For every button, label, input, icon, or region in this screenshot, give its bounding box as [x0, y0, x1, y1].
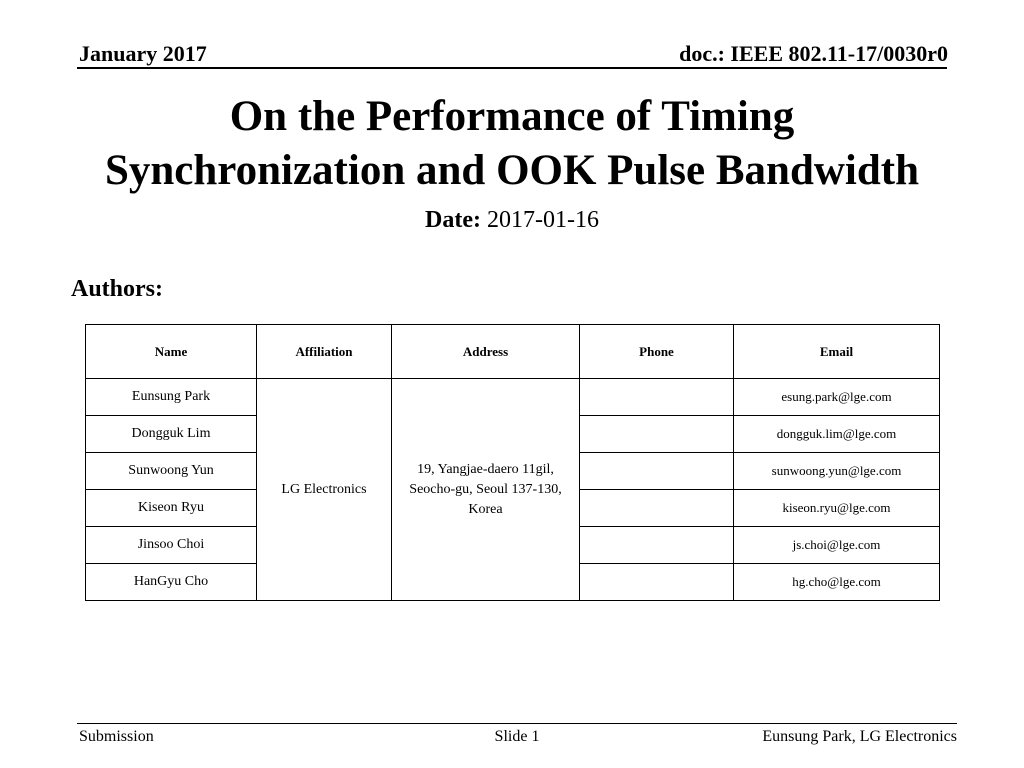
authors-label: Authors: [71, 276, 164, 302]
slide-title [0, 90, 1024, 198]
author-email: kiseon.ryu@lge.com [734, 490, 940, 527]
footer-divider [77, 723, 957, 724]
header-doc-id: doc.: IEEE 802.11-17/0030r0 [679, 41, 948, 66]
column-header-email: Email [734, 325, 940, 379]
author-name: Dongguk Lim [86, 416, 257, 453]
author-phone [580, 564, 734, 601]
slide-title-line-2: Synchronization and OOK Pulse Bandwidth [104, 147, 920, 194]
author-affiliation: LG Electronics [257, 379, 392, 601]
table-row [86, 379, 940, 416]
footer-submission: Submission [79, 728, 154, 745]
author-name: Sunwoong Yun [86, 453, 257, 490]
author-name: Eunsung Park [86, 379, 257, 416]
author-email: esung.park@lge.com [734, 379, 940, 416]
slide-date [0, 204, 1024, 236]
author-phone [580, 453, 734, 490]
author-name: Kiseon Ryu [86, 490, 257, 527]
slide-title-line-1: On the Performance of Timing [229, 93, 795, 140]
date-label: Date: [425, 207, 481, 233]
author-address: 19, Yangjae-daero 11gil, Seocho-gu, Seoul 137-130, Korea [392, 379, 580, 601]
footer-author: Eunsung Park, LG Electronics [762, 728, 957, 745]
date-value: 2017-01-16 [486, 207, 599, 233]
author-email: dongguk.lim@lge.com [734, 416, 940, 453]
footer-slide-number: Slide 1 [494, 728, 540, 745]
header-date: January 2017 [79, 41, 207, 66]
author-phone [580, 490, 734, 527]
author-phone [580, 416, 734, 453]
column-header-affiliation: Affiliation [257, 325, 392, 379]
column-header-phone: Phone [580, 325, 734, 379]
author-email: sunwoong.yun@lge.com [734, 453, 940, 490]
table-header-row [86, 325, 940, 379]
column-header-address: Address [392, 325, 580, 379]
column-header-name: Name [86, 325, 257, 379]
author-name: Jinsoo Choi [86, 527, 257, 564]
author-name: HanGyu Cho [86, 564, 257, 601]
author-email: js.choi@lge.com [734, 527, 940, 564]
header-divider [77, 67, 947, 69]
author-email: hg.cho@lge.com [734, 564, 940, 601]
authors-table [85, 324, 940, 601]
author-phone [580, 527, 734, 564]
author-phone [580, 379, 734, 416]
